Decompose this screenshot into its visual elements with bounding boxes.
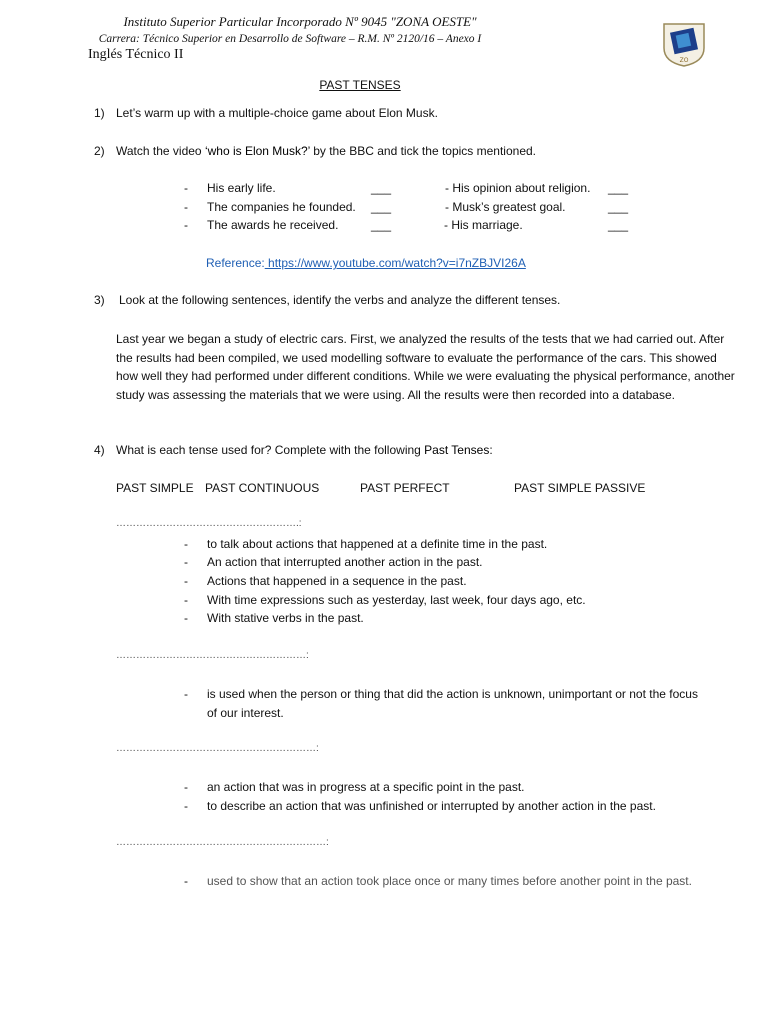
- q2-number: 2): [94, 144, 105, 158]
- usage-item: an action that was in progress at a specific point in the past.: [207, 780, 525, 794]
- reference-line: [206, 256, 526, 270]
- q4-text: What is each tense used for? Complete with the following Past Tenses:: [116, 443, 493, 457]
- answer-blank[interactable]: …………………………………………………:: [116, 650, 309, 661]
- topic-item: - His marriage.: [444, 218, 523, 232]
- reading-paragraph: Last year we began a study of electric cars. First, we analyzed the results of the tests that we had carried out. After the results had been compiled, we used modelling software to evaluate the performance of the cars. This showed how well they had performed under different conditions. While we were evaluating the physical performance, another study was assessing the materials that we were using. All the results were then recorded into a database.: [116, 332, 735, 403]
- dash: -: [184, 574, 188, 588]
- usage-item: With time expressions such as yesterday, last week, four days ago, etc.: [207, 593, 586, 607]
- tick-blank: ___: [608, 218, 629, 232]
- tense-option: PAST CONTINUOUS: [205, 481, 320, 495]
- tick-blank: ___: [608, 200, 629, 214]
- reference-label: Reference:: [206, 256, 265, 270]
- dash: -: [184, 874, 188, 888]
- dash: -: [184, 593, 188, 607]
- usage-item: of our interest.: [207, 706, 284, 720]
- usage-item: to describe an action that was unfinished or interrupted by another action in the past.: [207, 799, 656, 813]
- tense-option: PAST SIMPLE: [116, 481, 194, 495]
- answer-blank[interactable]: ………………………………………………………:: [116, 837, 329, 848]
- q1-number: 1): [94, 106, 105, 120]
- dash: -: [184, 687, 188, 701]
- topic-item: His early life.: [207, 181, 276, 195]
- answer-blank[interactable]: ……………………………………………….:: [116, 518, 302, 529]
- dash: -: [184, 537, 188, 551]
- dash: -: [184, 218, 188, 232]
- subject-name: Inglés Técnico II: [88, 47, 184, 62]
- topic-item: - His opinion about religion.: [445, 181, 591, 195]
- usage-item: An action that interrupted another action in the past.: [207, 555, 483, 569]
- usage-item: is used when the person or thing that did the action is unknown, unimportant or not the focus: [207, 687, 698, 701]
- dash: -: [184, 799, 188, 813]
- q3-number: 3): [94, 293, 105, 307]
- dash: -: [184, 611, 188, 625]
- usage-item: to talk about actions that happened at a definite time in the past.: [207, 537, 548, 551]
- dash: -: [184, 555, 188, 569]
- tense-option: PAST SIMPLE PASSIVE: [514, 481, 646, 495]
- q1-text: Let’s warm up with a multiple-choice game about Elon Musk.: [116, 106, 438, 120]
- topic-item: The awards he received.: [207, 218, 339, 232]
- topic-item: The companies he founded.: [207, 200, 356, 214]
- topic-item: - Musk’s greatest goal.: [445, 200, 566, 214]
- usage-item: Actions that happened in a sequence in the past.: [207, 574, 467, 588]
- reference-link[interactable]: https://www.youtube.com/watch?v=i7nZBJVI26A: [264, 256, 526, 270]
- dash: -: [184, 780, 188, 794]
- tick-blank: ___: [371, 181, 392, 195]
- tick-blank: ___: [371, 200, 392, 214]
- video-title: ‘who is Elon Musk?’: [204, 144, 310, 158]
- school-crest-icon: [658, 18, 710, 68]
- q3-text: Look at the following sentences, identify the verbs and analyze the different tenses.: [119, 293, 561, 307]
- career-line: Carrera: Técnico Superior en Desarrollo de Software – R.M. Nº 2120/16 – Anexo I: [98, 33, 482, 45]
- tick-blank: ___: [608, 181, 629, 195]
- q4-number: 4): [94, 443, 105, 457]
- q2-text: Watch the video ‘who is Elon Musk?’ by the BBC and tick the topics mentioned.: [116, 144, 536, 158]
- answer-blank[interactable]: ……………………………………………………:: [116, 743, 319, 754]
- dash: -: [184, 200, 188, 214]
- page-title: PAST TENSES: [319, 78, 401, 92]
- dash: -: [184, 181, 188, 195]
- institute-name: Instituto Superior Particular Incorporado Nº 9045 "ZONA OESTE": [123, 14, 477, 29]
- tense-option: PAST PERFECT: [360, 481, 450, 495]
- tick-blank: ___: [371, 218, 392, 232]
- usage-item: used to show that an action took place once or many times before another point in the past.: [207, 874, 692, 888]
- svg-text:ZO: ZO: [679, 57, 689, 64]
- usage-item: With stative verbs in the past.: [207, 611, 364, 625]
